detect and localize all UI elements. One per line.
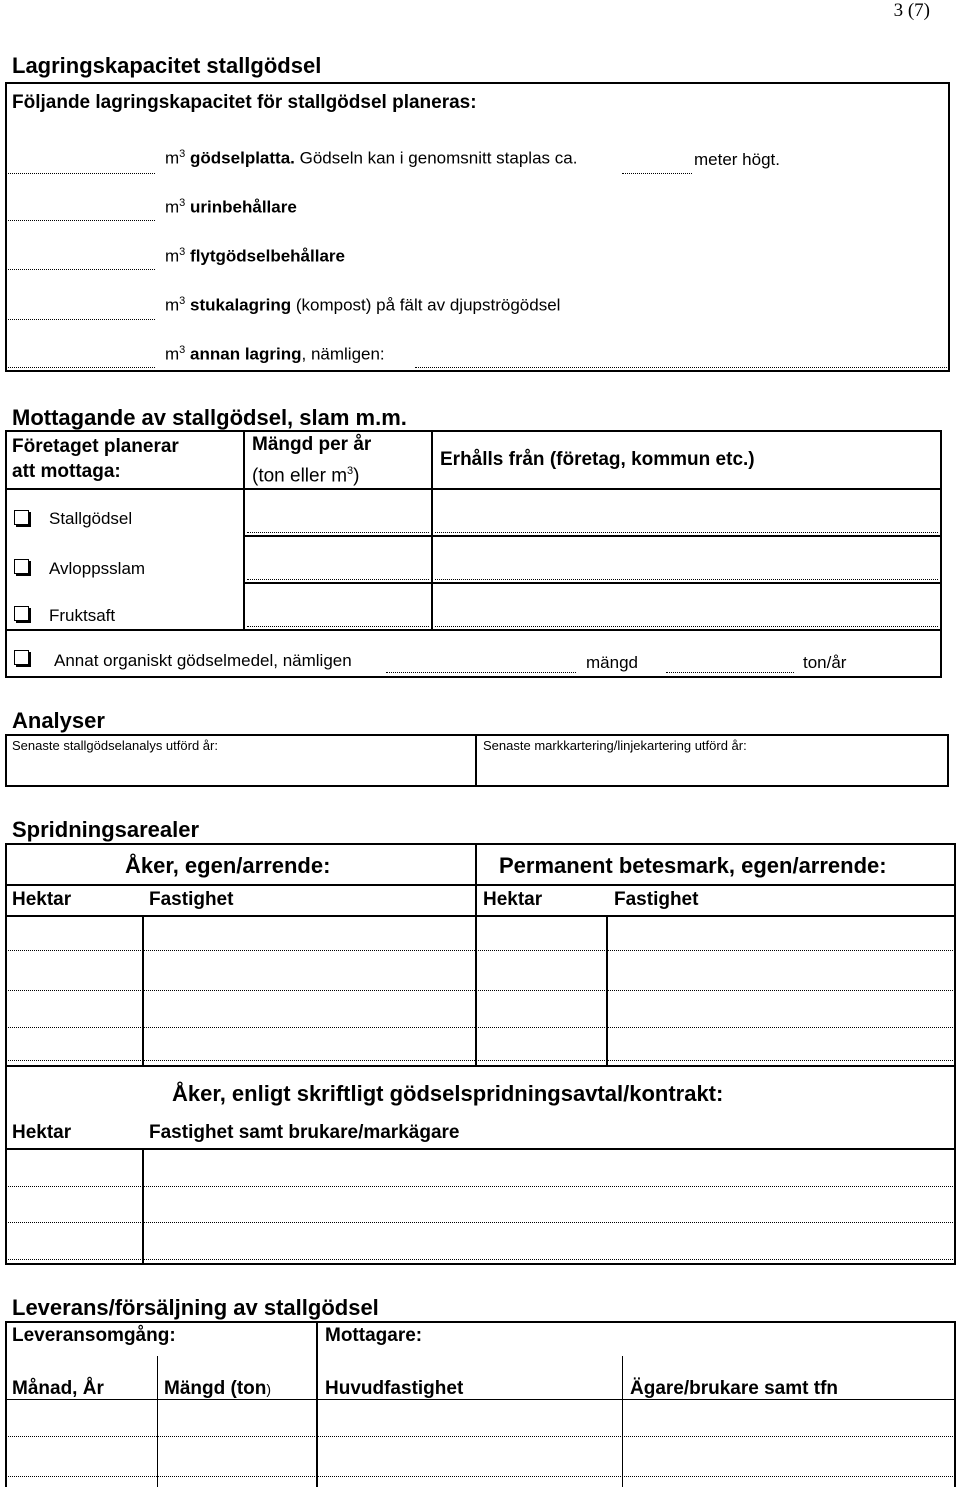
storage-row-platta: $m^3$ gödselplatta. Gödseln kan i genomsnitt staplas ca. — [165, 148, 578, 168]
col-amount-header: Mängd per år (ton eller $m^3$) — [252, 434, 372, 487]
other-amount-label: mängd — [586, 653, 638, 672]
delivery-row[interactable] — [8, 1476, 953, 1477]
option-fruktsaft: Fruktsaft — [49, 606, 116, 625]
source-input-avloppsslam[interactable] — [435, 579, 938, 580]
receiving-title: Mottagande av stallgödsel, slam m.m. — [12, 405, 407, 430]
col-fastighet-left: Fastighet — [149, 889, 234, 910]
col-hektar-left: Hektar — [12, 889, 72, 910]
storage-box — [5, 82, 950, 372]
storage-row-flyt: $m^3$ flytgödselbehållare — [165, 246, 345, 266]
spreading-table — [5, 843, 956, 1265]
storage-input-platta[interactable] — [8, 173, 155, 174]
delivery-row[interactable] — [8, 1436, 953, 1437]
height-suffix: meter högt. — [694, 150, 780, 169]
storage-input-urin[interactable] — [8, 220, 155, 221]
col-source-header: Erhålls från (företag, kommun etc.) — [440, 449, 755, 470]
col-month-year: Månad, År — [12, 1378, 104, 1399]
storage-input-stuka[interactable] — [8, 319, 155, 320]
checkbox-annat[interactable] — [14, 650, 29, 665]
pasture-own-header: Permanent betesmark, egen/arrende: — [499, 853, 887, 878]
option-avloppsslam: Avloppsslam — [49, 559, 146, 578]
source-input-fruktsaft[interactable] — [435, 626, 938, 627]
col-fastighet-right: Fastighet — [614, 889, 699, 910]
col-owner-phone: Ägare/brukare samt tfn — [630, 1378, 839, 1399]
spreading-row[interactable] — [8, 990, 953, 991]
recipient-label: Mottagare: — [325, 1325, 423, 1346]
manure-analysis-label: Senaste stallgödselanalys utförd år: — [12, 738, 218, 753]
spreading-row[interactable] — [8, 950, 953, 951]
delivery-title: Leverans/försäljning av stallgödsel — [12, 1295, 379, 1320]
contract-row[interactable] — [8, 1259, 953, 1260]
manure-analysis-input[interactable] — [8, 756, 473, 784]
analyses-title: Analyser — [12, 708, 105, 733]
other-amount-input[interactable] — [666, 672, 794, 673]
col-fastighet-contract: Fastighet samt brukare/markägare — [149, 1122, 460, 1143]
page-number: 3 (7) — [893, 0, 930, 21]
spreading-row[interactable] — [8, 1027, 953, 1028]
contract-header: Åker, enligt skriftligt gödselspridningsavtal/kontrakt: — [172, 1081, 724, 1106]
soil-mapping-input[interactable] — [478, 756, 946, 784]
col-hektar-right: Hektar — [483, 889, 543, 910]
other-fertilizer-input[interactable] — [386, 672, 576, 673]
arable-own-header: Åker, egen/arrende: — [125, 853, 331, 878]
storage-row-stuka: $m^3$ stukalagring (kompost) på fält av djupströgödsel — [165, 295, 561, 315]
col-amount-ton: Mängd (ton) — [164, 1378, 272, 1399]
checkbox-stallgodsel[interactable] — [14, 510, 29, 525]
other-unit: ton/år — [803, 653, 847, 672]
storage-title: Lagringskapacitet stallgödsel — [12, 53, 322, 78]
contract-row[interactable] — [8, 1186, 953, 1187]
source-input-stallgodsel[interactable] — [435, 532, 938, 533]
other-storage-input[interactable] — [415, 367, 947, 368]
col-receive-header: Företaget planerar att mottaga: — [12, 436, 179, 482]
stack-height-input[interactable] — [622, 173, 692, 174]
spreading-row[interactable] — [8, 1060, 953, 1061]
checkbox-avloppsslam[interactable] — [14, 559, 29, 574]
storage-input-flyt[interactable] — [8, 269, 155, 270]
storage-subtitle: Följande lagringskapacitet för stallgödsel planeras: — [12, 92, 477, 113]
amount-input-avloppsslam[interactable] — [247, 579, 429, 580]
delivery-round-label: Leveransomgång: — [12, 1325, 176, 1346]
soil-mapping-label: Senaste markkartering/linjekartering utförd år: — [483, 738, 747, 753]
storage-row-annan: $m^3$ annan lagring, nämligen: — [165, 344, 385, 364]
contract-row[interactable] — [8, 1222, 953, 1223]
amount-input-fruktsaft[interactable] — [247, 626, 429, 627]
option-annat: Annat organiskt gödselmedel, nämligen — [54, 651, 352, 670]
checkbox-fruktsaft[interactable] — [14, 606, 29, 621]
option-stallgodsel: Stallgödsel — [49, 509, 133, 528]
col-hektar-contract: Hektar — [12, 1122, 72, 1143]
storage-input-annan[interactable] — [8, 367, 155, 368]
storage-row-urin: $m^3$ urinbehållare — [165, 197, 297, 217]
spreading-title: Spridningsarealer — [12, 817, 200, 842]
amount-input-stallgodsel[interactable] — [247, 532, 429, 533]
col-main-property: Huvudfastighet — [325, 1378, 464, 1399]
